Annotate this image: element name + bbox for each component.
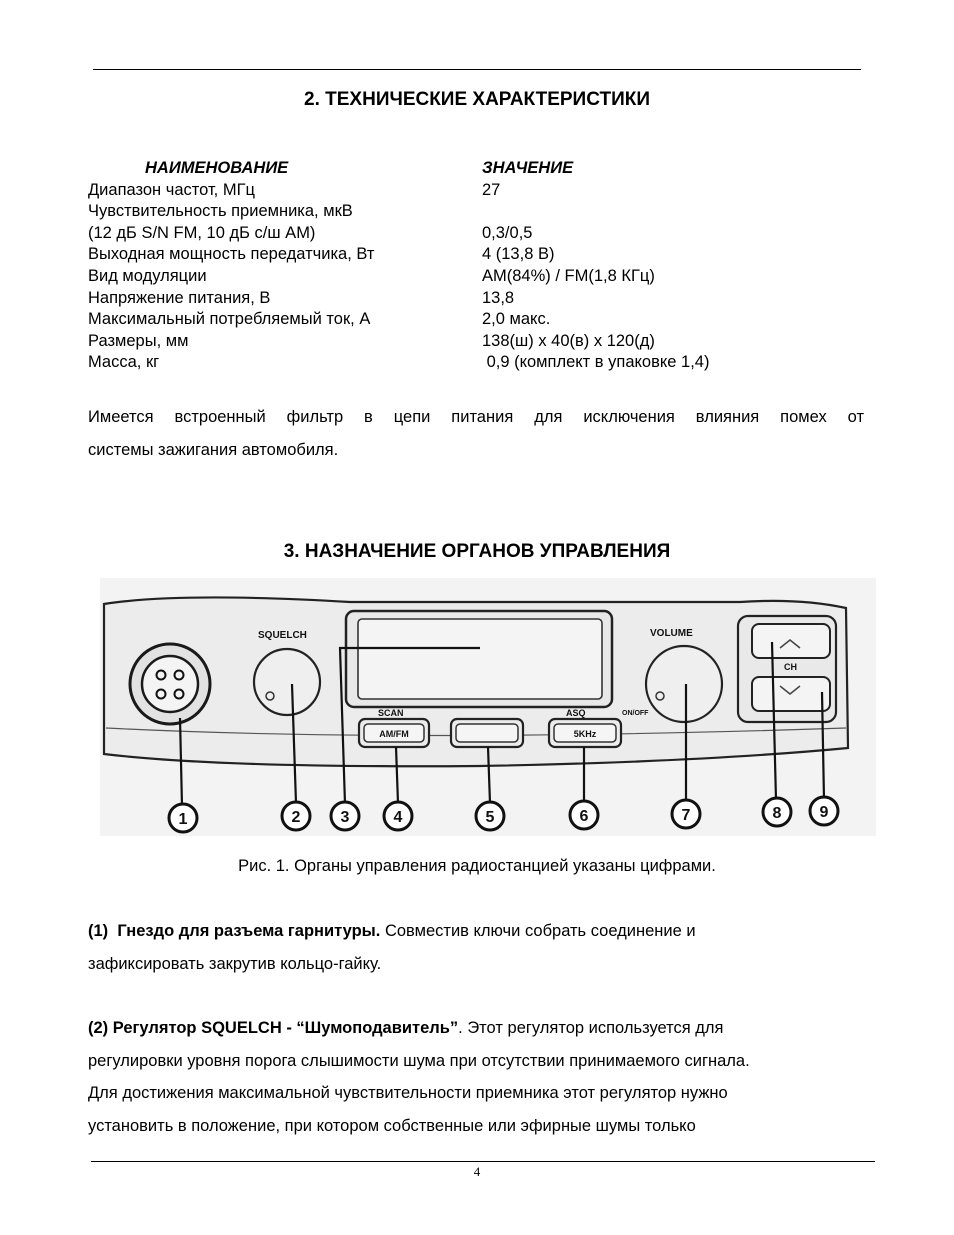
spec-value: AM(84%) / FM(1,8 КГц) — [482, 266, 655, 285]
microphone-jack-icon — [130, 644, 210, 724]
callout-2-label: 2 — [291, 809, 301, 826]
asq-label: ASQ — [566, 708, 586, 718]
spec-name: Размеры, мм — [88, 331, 189, 350]
am-fm-button-label: AM/FM — [379, 729, 409, 739]
table-row — [88, 244, 888, 266]
callout-8 — [763, 798, 791, 826]
filter-paragraph-line: системы зажигания автомобиля. — [88, 440, 339, 459]
spec-value: 0,9 (комплект в упаковке 1,4) — [482, 353, 710, 372]
callout-9 — [810, 797, 838, 825]
table-row — [88, 266, 888, 288]
am-fm-button[interactable] — [359, 719, 429, 747]
spec-name: Максимальный потребляемый ток, А — [88, 310, 371, 329]
squelch-knob-icon[interactable] — [254, 649, 320, 715]
specs-name-header: НАИМЕНОВАНИЕ — [145, 159, 289, 177]
5khz-button-label: 5KHz — [573, 729, 597, 739]
figure-caption: Рис. 1. Органы управления радиостанцией указаны цифрами. — [238, 857, 716, 875]
table-row — [88, 201, 888, 223]
callout-9-label: 9 — [819, 804, 829, 821]
callout-8-label: 8 — [772, 805, 782, 822]
callout-2 — [282, 802, 310, 830]
control-panel-figure — [100, 578, 876, 836]
item-2-heading: (2) Регулятор SQUELCH - “Шумоподавитель” — [88, 1019, 459, 1037]
spec-name: Выходная мощность передатчика, Вт — [88, 245, 375, 264]
spec-value: 13,8 — [482, 288, 515, 307]
item-1-heading: (1) Гнездо для разъема гарнитуры. — [88, 922, 381, 940]
table-row — [88, 331, 888, 353]
callout-5 — [476, 802, 504, 830]
page-number: 4 — [473, 1164, 481, 1179]
callout-4-label: 4 — [393, 809, 403, 826]
lcd-display-screen — [358, 619, 602, 699]
specs-header-row — [88, 158, 888, 180]
header-rule — [93, 69, 861, 70]
ch-label: CH — [784, 662, 797, 672]
callout-6 — [570, 801, 598, 829]
spec-name: Масса, кг — [88, 353, 160, 372]
callout-7-label: 7 — [681, 807, 691, 824]
table-row — [88, 180, 888, 202]
spec-value: 2,0 макс. — [482, 310, 551, 329]
volume-knob-icon[interactable] — [646, 646, 722, 722]
specs-value-header: ЗНАЧЕНИЕ — [482, 159, 574, 177]
spec-name: (12 дБ S/N FM, 10 дБ с/ш AM) — [88, 223, 316, 242]
spec-value: 27 — [482, 180, 501, 199]
item-1-paragraph — [88, 915, 864, 980]
callout-5-label: 5 — [485, 809, 495, 826]
section-2-title: 2. ТЕХНИЧЕСКИЕ ХАРАКТЕРИСТИКИ — [304, 89, 650, 110]
spec-value: 138(ш) х 40(в) х 120(д) — [482, 331, 655, 350]
blank-function-button[interactable] — [451, 719, 523, 747]
squelch-label: SQUELCH — [258, 630, 307, 641]
specs-table — [88, 158, 888, 374]
item-2-line: регулировки уровня порога слышимости шума при отсутствии принимаемого сигнала. — [88, 1051, 750, 1070]
scan-label: SCAN — [378, 708, 404, 718]
channel-up-button[interactable] — [752, 624, 830, 658]
item-1-text: Совместив ключи собрать соединение и — [380, 922, 696, 940]
onoff-label: ON/OFF — [622, 710, 649, 717]
callout-7 — [672, 800, 700, 828]
callout-6-label: 6 — [579, 808, 589, 825]
spec-name: Вид модуляции — [88, 266, 207, 285]
filter-paragraph-line: Имеется встроенный фильтр в цепи питания для исключения влияния помех от — [88, 408, 864, 426]
callout-1 — [169, 804, 197, 832]
footer-rule — [91, 1161, 875, 1162]
callout-3-label: 3 — [340, 809, 350, 826]
section-3-title: 3. НАЗНАЧЕНИЕ ОРГАНОВ УПРАВЛЕНИЯ — [283, 541, 671, 562]
channel-down-button[interactable] — [752, 677, 830, 711]
table-row — [88, 223, 888, 245]
callout-4 — [384, 802, 412, 830]
volume-label: VOLUME — [650, 628, 693, 639]
radio-front-panel-illustration — [100, 578, 876, 836]
spec-name: Диапазон частот, МГц — [88, 180, 255, 199]
item-2-line: Для достижения максимальной чувствительности приемника этот регулятор нужно — [88, 1084, 728, 1102]
callout-1-label: 1 — [178, 811, 188, 828]
callout-3 — [331, 802, 359, 830]
item-2-text: . Этот регулятор используется для — [458, 1019, 724, 1037]
item-2-paragraph — [88, 1012, 864, 1142]
table-row — [88, 352, 888, 374]
item-1-line — [88, 915, 864, 948]
filter-paragraph — [88, 401, 864, 466]
5khz-button[interactable] — [549, 719, 621, 747]
item-1-line: зафиксировать закрутив кольцо-гайку. — [88, 954, 382, 973]
table-row — [88, 309, 888, 331]
spec-name: Чувствительность приемника, мкВ — [88, 202, 353, 221]
spec-value: 4 (13,8 В) — [482, 245, 555, 264]
item-2-line: установить в положение, при котором собственные или эфирные шумы только — [88, 1116, 696, 1135]
table-row — [88, 288, 888, 310]
spec-name: Напряжение питания, В — [88, 288, 271, 307]
item-2-line — [88, 1012, 864, 1045]
spec-value: 0,3/0,5 — [482, 223, 533, 242]
